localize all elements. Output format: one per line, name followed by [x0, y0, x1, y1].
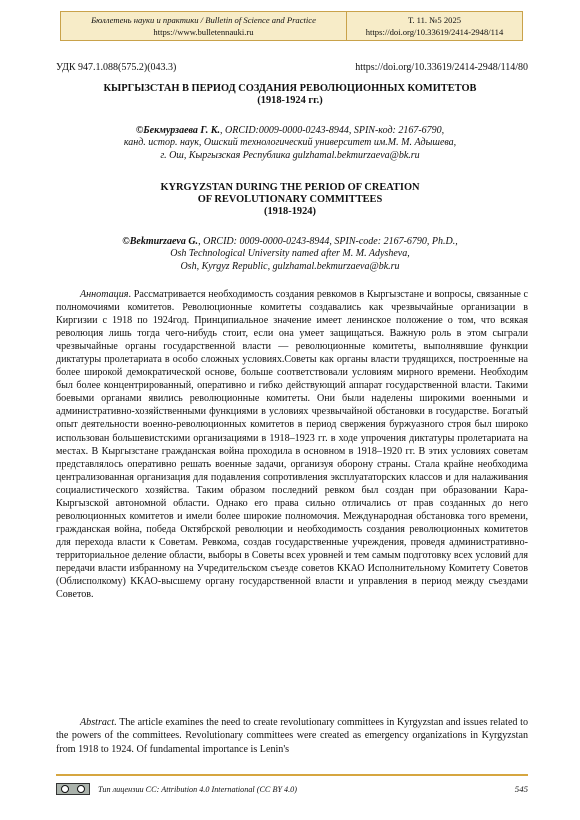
article-doi-link[interactable]: https://doi.org/10.33619/2414-2948/114/80 — [355, 62, 528, 73]
ru-author-affiliation: канд. истор. наук, Ошский технологический университет им.М. М. Адышева, — [123, 137, 457, 149]
journal-name: Бюллетень науки и практики / Bulletin of Science and Practice — [91, 15, 316, 25]
en-title — [40, 182, 540, 218]
journal-info — [61, 12, 347, 40]
issue-number: Т. 11. №5 2025 — [407, 15, 462, 25]
annotation-text: . Рассматривается необходимость создания ревкомов в Кыргызстане и вопросы, связанные с полномочиями комитетов. Революционные комитеты создавались как чрезвычайные организации в Киргизии с 1918 по 1924год. Принципиальное значение имеет ленинское положение о том, что всякая революция лишь тогда чего-нибудь стоит, если она умеет защищаться. Важную роль в этом сыграли чрезвычайные органы государственной власти — революционные комитеты, выполнявшие функции диктатуры пролетариата в особо сложных условиях.Советы как органы власти трудящихся, построенные на более широкой демократической основе, больше соответствовали условиям мирного времени. Необходим был более концентрированный, оперативно и гибко действующий аппарат государственной власти. Такими боевыми органами явились революционные комитеты. Они были наделены широкими военными и административно-хозяйственными функциями в условиях чрезвычайной обстановки в государстве. Богатый опыт деятельности военно-революционных комитетов в период свержения буржуазного строя был широко использован большевистскими организациями в 1918–1923 гг. в ходе упрочения диктатуры пролетариата на местах. В Кыргызстане гражданская война проходила в основном в 1918–1920 гг. В этих условиях советам представлялось оперативно решать военные задачи, организуя оборону страны. Стала крайне необходима централизованная организация для подавления сопротивления эксплуататорских классов и для налаживания социалистического хозяйства. Таким образом последний ревком был создан при образовании Кара-Кыргызской автономной области. Однако его права сильно отличались от прав созданных до него революционных комитетов и имели более широкие полномочия. Международная обстановка того времени, гражданская война, победа Октябрской революции и необходимость создания революционных комитетов для перехода власти к Советам. Ревкома, создав государственные учреждения, проведя административно-территориальное деление области, выборы в Советы всех уровней и тем самым подготовку всех условий для передачи власти избранному на Учредительском съезде советов ККАО Исполнительному Комитету Советов (Облисполкому) ККАО-высшему органу государственной власти и управления в период между съездами Советов. — [56, 289, 528, 601]
article-meta — [56, 62, 528, 73]
cc-by-license-icon[interactable] — [56, 783, 90, 795]
en-title-years: (1918-1924) — [264, 206, 316, 217]
en-author-affiliation: Osh Technological University named after M. M. Adysheva, — [170, 248, 410, 260]
en-title-line1: KYRGYZSTAN DURING THE PERIOD OF CREATION — [160, 182, 420, 193]
en-title-line2: OF REVOLUTIONARY COMMITTEES — [197, 194, 383, 205]
license-text: Тип лицензии CC: Attribution 4.0 International (CC BY 4.0) — [98, 784, 298, 794]
ru-title-line: КЫРГЫЗСТАН В ПЕРИОД СОЗДАНИЯ РЕВОЛЮЦИОННЫХ КОМИТЕТОВ — [103, 83, 477, 94]
issue-info — [347, 12, 522, 40]
ru-author-location: г. Ош, Кыргызская Республика gulzhamal.bekmurzaeva@bk.ru — [160, 149, 420, 161]
ru-author-block — [40, 125, 540, 162]
annotation-label: Аннотация — [80, 289, 129, 300]
journal-url[interactable]: https://www.bulletennauki.ru — [153, 27, 254, 37]
page-footer — [56, 782, 528, 796]
en-author-name: ©Bekmurzaeva G. — [122, 236, 199, 247]
journal-header — [60, 11, 523, 41]
udk-code: УДК 947.1.088(575.2)(043.3) — [56, 62, 177, 73]
ru-title-years: (1918-1924 гг.) — [257, 95, 323, 106]
ru-title — [40, 83, 540, 107]
en-author-ids: , ORCID: 0009-0000-0243-8944, SPIN-code: 2167-6790, Ph.D., — [198, 236, 458, 247]
issue-doi-link[interactable]: https://doi.org/10.33619/2414-2948/114 — [365, 27, 504, 37]
en-author-block — [40, 236, 540, 273]
ru-author-ids: , ORCID:0009-0000-0243-8944, SPIN-код: 2167-6790, — [219, 125, 445, 136]
abstract-paragraph — [56, 716, 528, 756]
page-number: 545 — [514, 784, 528, 794]
footer-divider — [56, 774, 528, 776]
abstract-text: The article examines the need to create revolutionary committees in Kyrgyzstan and issues related to the powers of the committees. Revolutionary committees were created as emergency organizations in Kyrgyzstan from 1918 to 1924. Of fundamental importance is Lenin's — [56, 717, 528, 755]
ru-author-name: ©Бекмурзаева Г. К. — [135, 125, 220, 136]
abstract-label: Abstract. — [80, 717, 117, 728]
en-author-location: Osh, Kyrgyz Republic, gulzhamal.bekmurzaeva@bk.ru — [180, 260, 400, 272]
annotation-paragraph — [56, 288, 528, 601]
